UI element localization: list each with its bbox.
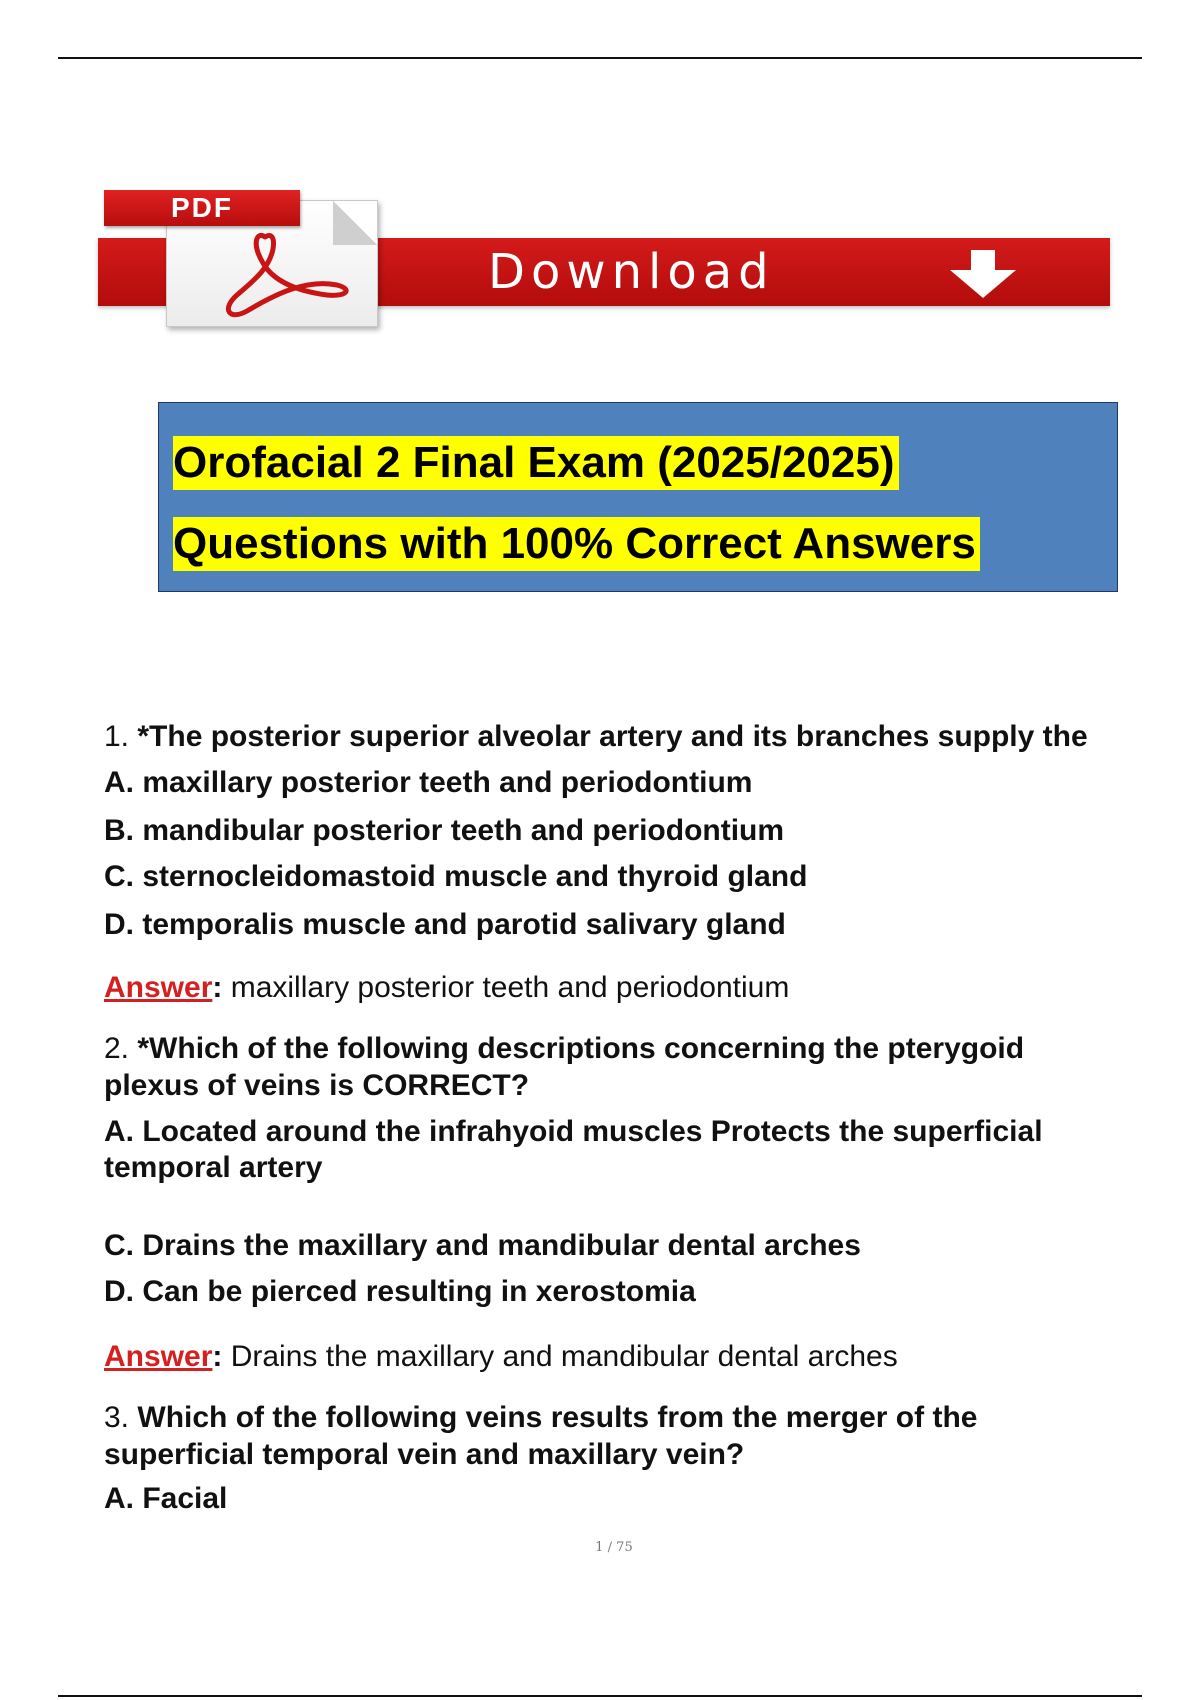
document-title-line-2: Questions with 100% Correct Answers (173, 517, 980, 571)
question-3 (104, 1399, 1184, 1436)
answer-text: Drains the maxillary and mandibular dental arches (230, 1340, 898, 1373)
question-number: 2. (104, 1032, 130, 1065)
bottom-rule (58, 1695, 1142, 1697)
option: B. mandibular posterior teeth and periodontium (104, 814, 785, 847)
answer-colon: : (212, 971, 223, 1004)
title-box (158, 402, 1118, 592)
option: A. Located around the infrahyoid muscles Protects the superficial (104, 1115, 1043, 1148)
answer-label: Answer (104, 971, 213, 1004)
acrobat-logo-icon (177, 229, 367, 324)
question-2 (104, 1030, 1184, 1067)
answer-label: Answer (104, 1340, 213, 1373)
answer-text: maxillary posterior teeth and periodontium (230, 971, 790, 1004)
question-number: 3. (104, 1401, 130, 1434)
answer-line (104, 1339, 1184, 1375)
option: A. maxillary posterior teeth and periodontium (104, 766, 753, 799)
download-label[interactable]: Download (488, 244, 775, 300)
question-1 (104, 718, 1184, 755)
document-title-line-1: Orofacial 2 Final Exam (2025/2025) (173, 436, 899, 490)
option: A. Facial (104, 1482, 228, 1515)
answer-colon: : (212, 1340, 223, 1373)
option: D. temporalis muscle and parotid salivary gland (104, 908, 786, 941)
top-rule (58, 57, 1142, 59)
answer-line (104, 970, 1184, 1006)
question-text: *Which of the following descriptions concerning the pterygoid (137, 1032, 1025, 1065)
question-text-continued: superficial temporal vein and maxillary vein? (104, 1438, 745, 1471)
pdf-download-banner[interactable] (96, 190, 1114, 330)
option: C. Drains the maxillary and mandibular dental arches (104, 1229, 861, 1262)
question-text: Which of the following veins results from the merger of the (137, 1401, 978, 1434)
page-number: 1 / 75 (595, 1540, 633, 1555)
option: C. sternocleidomastoid muscle and thyroid gland (104, 860, 808, 893)
question-list (104, 718, 1184, 1517)
question-text: *The posterior superior alveolar artery and its branches supply the (137, 720, 1088, 753)
pdf-tag: PDF (104, 190, 300, 226)
question-text-continued: plexus of veins is CORRECT? (104, 1069, 530, 1102)
option-continued: temporal artery (104, 1151, 323, 1184)
option: D. Can be pierced resulting in xerostomia (104, 1275, 696, 1308)
question-number: 1. (104, 720, 130, 753)
download-arrow-icon[interactable] (946, 250, 1020, 300)
